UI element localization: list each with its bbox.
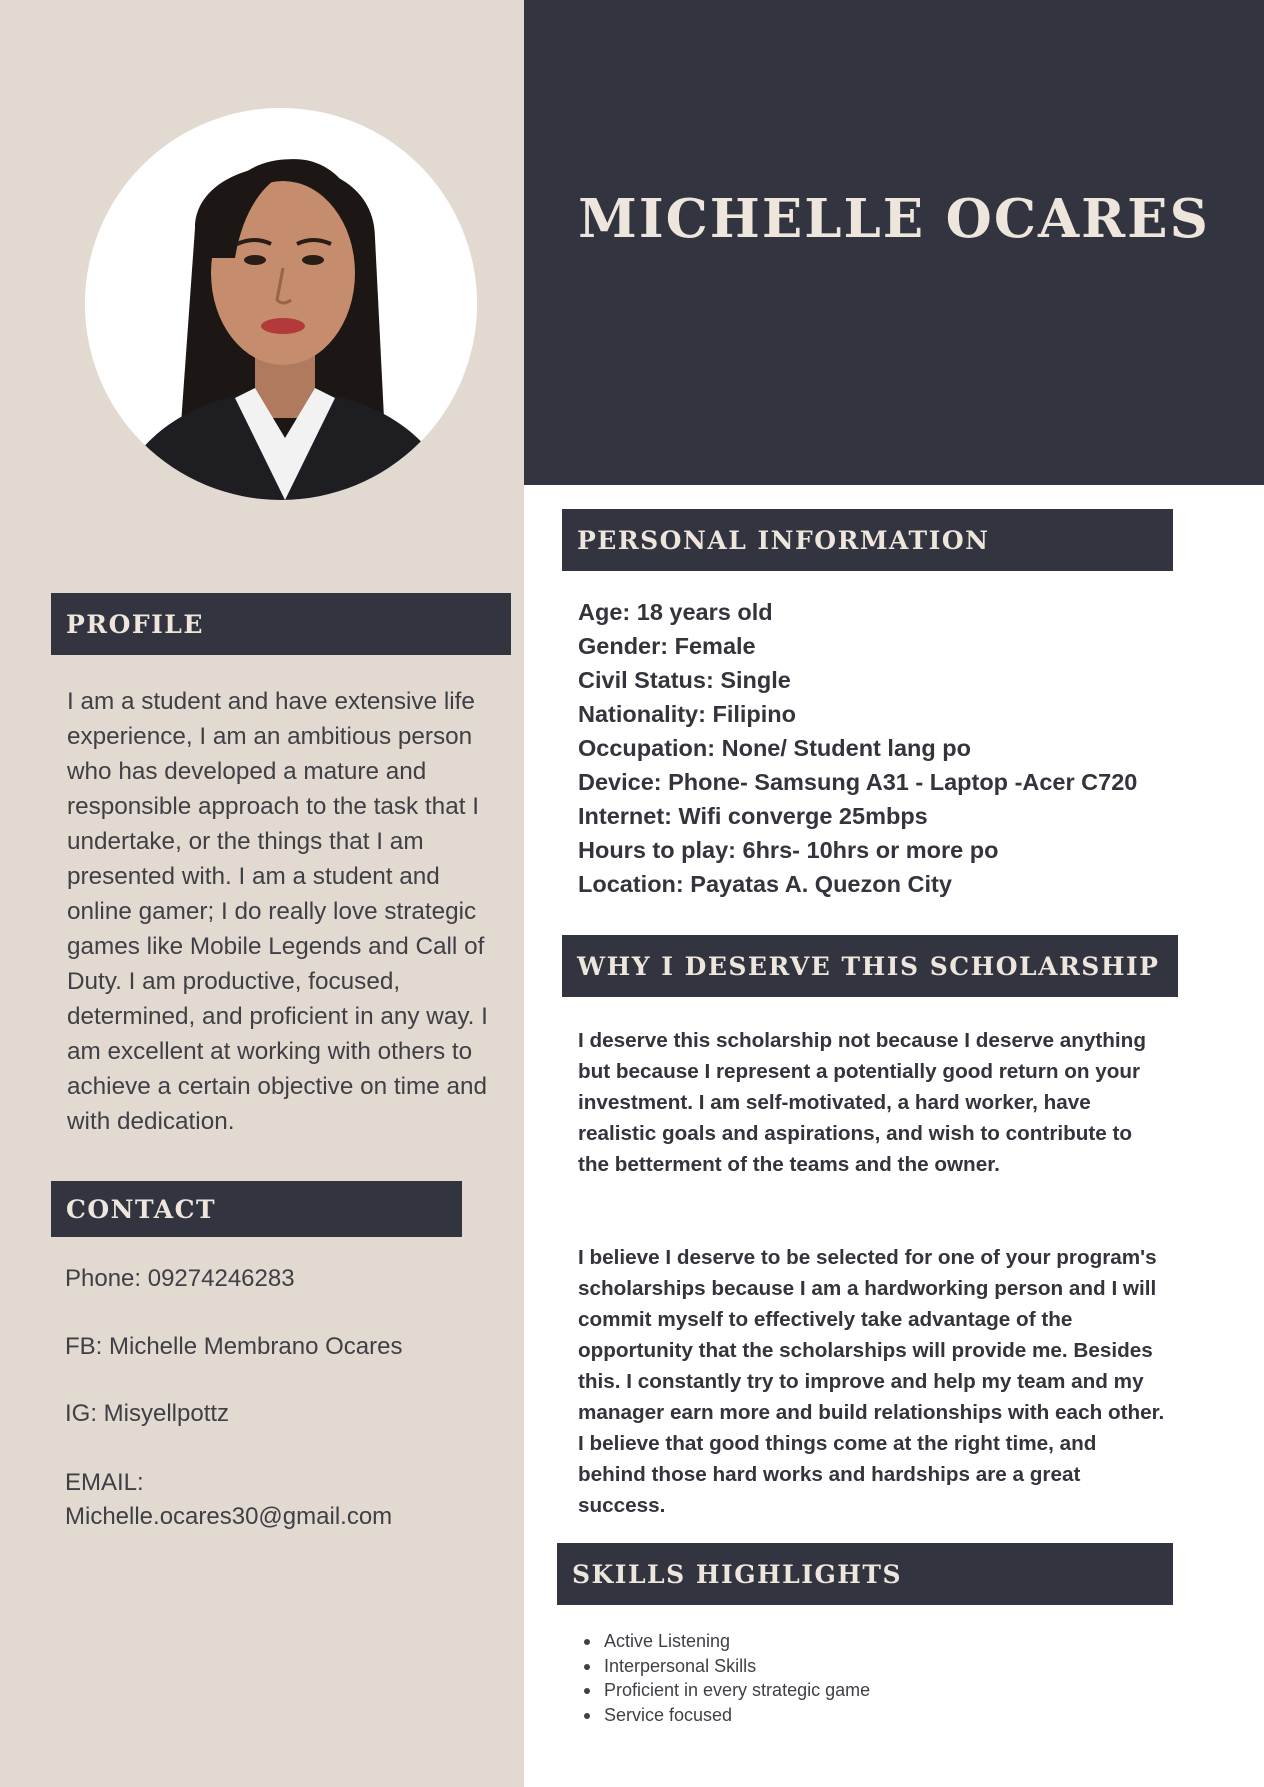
skill-item: [604, 1654, 870, 1679]
personal-info-item: Gender: Female: [578, 633, 756, 659]
bullet-icon: [584, 1664, 590, 1670]
contact-email-address: Michelle.ocares30@gmail.com: [65, 1503, 393, 1530]
resume-name: MICHELLE OCARES: [578, 188, 1210, 250]
contact-email-label: EMAIL:: [65, 1469, 144, 1496]
personal-info-item: Occupation: None/ Student lang po: [578, 735, 971, 761]
scholarship-heading: WHY I DESERVE THIS SCHOLARSHIP: [562, 935, 1178, 997]
personal-info-item: Device: Phone- Samsung A31 - Laptop -Acer C720: [578, 769, 1138, 795]
skill-label: Service focused: [604, 1704, 733, 1725]
personal-info-item: Location: Payatas A. Quezon City: [578, 871, 952, 897]
skill-item: [604, 1678, 870, 1703]
skills-list: [604, 1629, 870, 1727]
skill-label: Proficient in every strategic game: [604, 1680, 871, 1700]
personal-info-list: [578, 595, 1137, 901]
profile-heading: PROFILE: [51, 593, 511, 655]
profile-text: I am a student and have extensive life experience, I am an ambitious person who has developed a mature and responsible approach to the task that I undertake, or the things that I am presented with. I am a student and online gamer; I do really love strategic games like Mobile Legends and Call of Duty. I am productive, focused, determined, and proficient in any way. I am excellent at working with others to achieve a certain objective on time and with dedication.: [67, 688, 488, 1135]
contact-email: [65, 1466, 505, 1534]
scholarship-paragraph-1: I deserve this scholarship not because I deserve anything but because I represent a potentially good return on your investment. I am self-motivated, a hard worker, have realistic goals and aspirations, and wish to contribute to the betterment of the teams and the owner.: [578, 1029, 1146, 1176]
skill-label: Interpersonal Skills: [604, 1655, 757, 1676]
contact-phone: Phone: 09274246283: [65, 1265, 295, 1292]
skill-item: [604, 1629, 870, 1654]
personal-info-item: Civil Status: Single: [578, 667, 791, 693]
bullet-icon: [584, 1639, 590, 1645]
profile-photo: [85, 108, 477, 500]
personal-info-heading: PERSONAL INFORMATION: [562, 509, 1173, 571]
personal-info-item: Hours to play: 6hrs- 10hrs or more po: [578, 837, 999, 863]
personal-info-item: Internet: Wifi converge 25mbps: [578, 803, 928, 829]
bullet-icon: [584, 1688, 590, 1694]
skill-item: [604, 1703, 870, 1728]
skill-label: Active Listening: [604, 1631, 731, 1651]
contact-heading: CONTACT: [51, 1181, 462, 1237]
personal-info-item: Nationality: Filipino: [578, 701, 797, 727]
scholarship-paragraph-2: I believe I deserve to be selected for one of your program's scholarships because I am a hardworking person and I will commit myself to effectively take advantage of the opportunity that the scholarships will provide me. Besides this. I constantly try to improve and help my team and my manager earn more and build relationships with each other. I believe that good things come at the right time, and behind those hard works and hardships are a great success.: [578, 1246, 1165, 1517]
contact-facebook: FB: Michelle Membrano Ocares: [65, 1333, 403, 1360]
personal-info-item: Age: 18 years old: [578, 599, 773, 625]
contact-instagram: IG: Misyellpottz: [65, 1400, 230, 1427]
skills-heading: SKILLS HIGHLIGHTS: [557, 1543, 1173, 1605]
bullet-icon: [584, 1713, 590, 1719]
